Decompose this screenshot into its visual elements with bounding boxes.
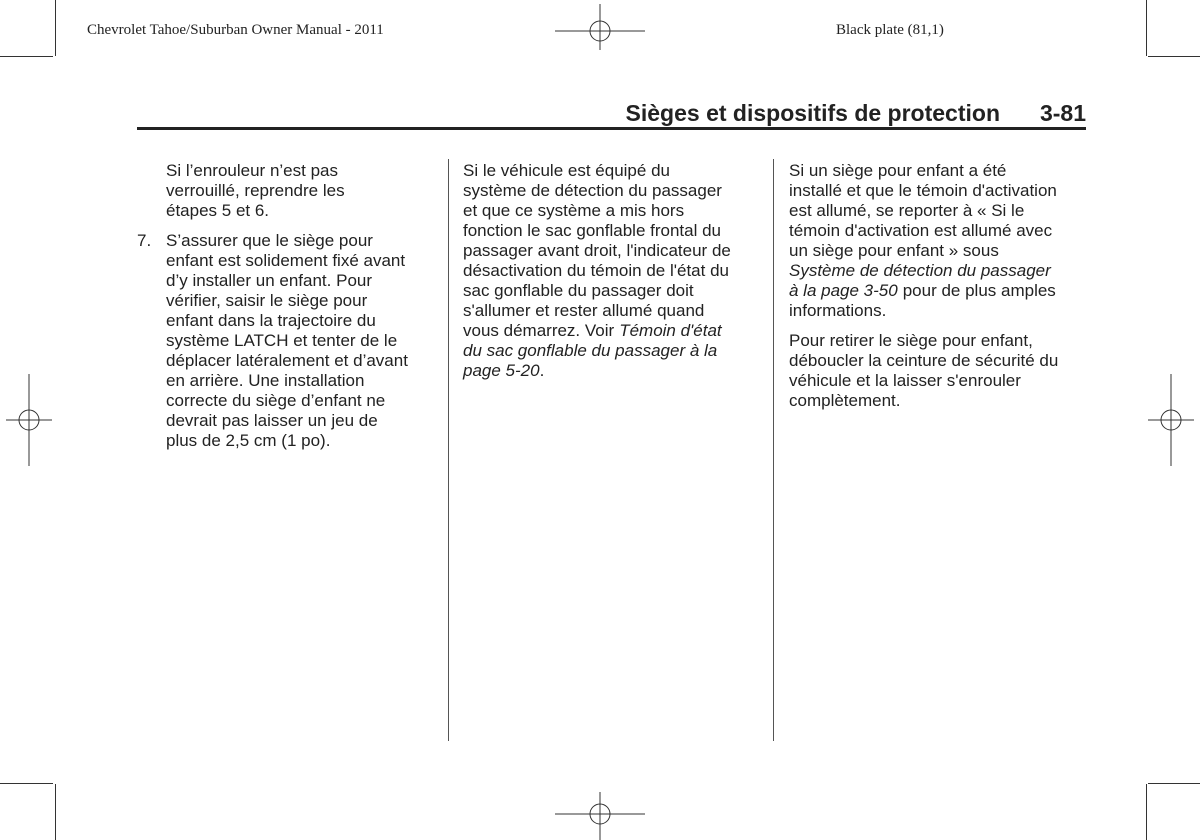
registration-mark-bottom-icon [555,792,645,840]
text-line: déplacer latéralement et d’avant [166,351,408,370]
punctuation: . [539,361,545,380]
plate-label: Black plate (81,1) [836,22,944,38]
text-line: S’assurer que le siège pour [166,231,373,250]
text-line: Si le véhicule est équipé du [463,161,670,180]
text-fragment: vous démarrez. Voir [463,321,615,340]
list-item-number: 7. [137,231,152,250]
text-line: s'allumer et rester allumé quand [463,301,705,320]
crop-mark-bottom-left-v [55,784,56,840]
cross-reference-link[interactable]: Système de détection du passager [789,261,1051,280]
registration-mark-top-icon [555,4,645,50]
crop-mark-top-right-v [1146,0,1147,56]
text-line: est allumé, se reporter à « Si le [789,201,1025,220]
text-line: vérifier, saisir le siège pour [166,291,368,310]
column-2 [463,161,763,381]
registration-mark-right-icon [1148,374,1194,466]
cross-reference-link[interactable]: Témoin d'état [619,321,722,340]
header-rule [137,127,1086,130]
text-line: fonction le sac gonflable frontal du [463,221,722,240]
text-line: informations. [789,301,887,320]
text-line [789,281,1089,301]
text-line: Pour retirer le siège pour enfant, [789,331,1033,350]
text-line: Si l’enrouleur n’est pas [166,161,338,180]
text-line: en arrière. Une installation [166,371,365,390]
text-line [463,341,763,361]
crop-mark-bottom-right-v [1146,784,1147,840]
cross-reference-link[interactable]: du sac gonflable du passager à la [463,341,718,360]
crop-mark-top-left-h [0,56,53,57]
text-line: plus de 2,5 cm (1 po). [166,431,331,450]
crop-mark-bottom-right-h [1148,783,1200,784]
text-line [463,321,763,341]
text-line: déboucler la ceinture de sécurité du [789,351,1059,370]
text-fragment: pour de plus amples [902,281,1056,300]
column-1 [137,161,437,451]
text-line: un siège pour enfant » sous [789,241,999,260]
crop-mark-top-left-v [55,0,56,56]
column-divider-2 [773,159,774,741]
text-line: correcte du siège d’enfant ne [166,391,386,410]
manual-title: Chevrolet Tahoe/Suburban Owner Manual - 2011 [87,22,384,38]
section-title: Sièges et dispositifs de protection [625,100,1000,126]
column-divider-1 [448,159,449,741]
text-line [789,261,1089,281]
continuation-paragraph [137,161,437,221]
cross-reference-link[interactable]: page 5-20 [463,361,540,380]
crop-mark-bottom-left-h [0,783,53,784]
column-3 [789,161,1089,411]
text-line: système de détection du passager [463,181,722,200]
text-line: Si un siège pour enfant a été [789,161,1007,180]
text-line: témoin d'activation est allumé avec [789,221,1053,240]
text-line: enfant est solidement fixé avant [166,251,406,270]
text-line: désactivation du témoin de l'état du [463,261,729,280]
text-line: d’y installer un enfant. Pour [166,271,373,290]
text-line: système LATCH et tenter de le [166,331,398,350]
page-number: 3-81 [1039,100,1086,126]
text-line: devrait pas laisser un jeu de [166,411,378,430]
paragraph [789,331,1089,411]
text-line: complètement. [789,391,901,410]
text-line: enfant dans la trajectoire du [166,311,376,330]
text-line: installé et que le témoin d'activation [789,181,1057,200]
registration-mark-left-icon [6,374,52,466]
text-line: sac gonflable du passager doit [463,281,694,300]
text-line: véhicule et la laisser s'enrouler [789,371,1021,390]
crop-mark-top-right-h [1148,56,1200,57]
cross-reference-link[interactable]: à la page 3-50 [789,281,898,300]
text-line: passager avant droit, l'indicateur de [463,241,731,260]
text-line: verrouillé, reprendre les [166,181,345,200]
list-item [137,231,437,451]
text-line: et que ce système a mis hors [463,201,685,220]
text-line: étapes 5 et 6. [166,201,270,220]
text-line [463,361,763,381]
